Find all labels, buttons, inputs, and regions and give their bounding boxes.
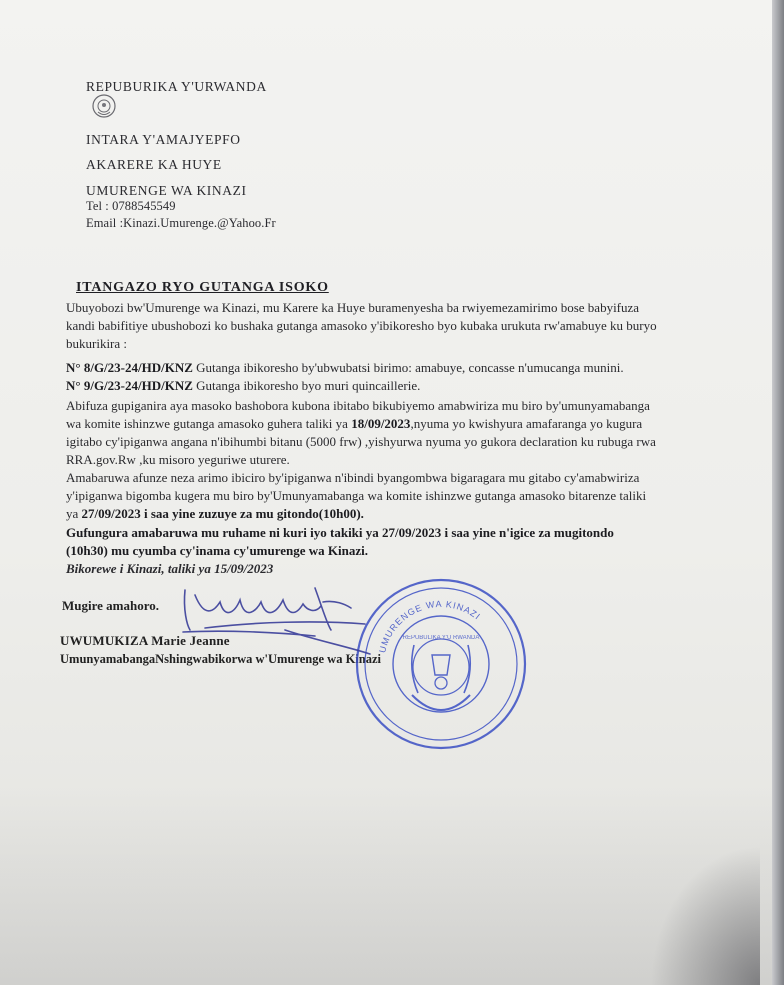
signatory-role: UmunyamabangaNshingwabikorwa w'Umurenge wa Kinazi	[60, 652, 381, 666]
para-a-line-3: igitabo cy'ipiganwa angana n'ibihumbi bitanu (5000 frw) ,yishyurwa nyuma yo gukora declaration ku rubuga rwa	[66, 434, 656, 449]
notice-title: ITANGAZO RYO GUTANGA ISOKO	[76, 280, 329, 295]
para-a-line-2-pre: wa komite ishinzwe gutanga amasoko guhera taliki ya	[66, 416, 352, 431]
closing-greeting: Mugire amahoro.	[62, 598, 160, 613]
tender-item-1	[66, 360, 756, 375]
place-and-date: Bikorewe i Kinazi, taliki ya 15/09/2023	[66, 561, 274, 576]
para-a-line-2	[66, 416, 756, 431]
para-b-line-1: Amabaruwa afunze neza arimo ibiciro by'ipiganwa n'ibindi byangombwa bigaragara mu gitabo cy'amabwiriza	[66, 470, 640, 485]
collection-start-date: 18/09/2023	[351, 416, 411, 431]
district-name: AKARERE KA HUYE	[86, 157, 222, 172]
rwanda-emblem-icon	[88, 92, 120, 120]
tender-1-desc: Gutanga ibikoresho by'ubwubatsi birimo: amabuye, concasse n'umucanga munini.	[192, 360, 624, 375]
page-shade	[0, 785, 772, 985]
sector-name: UMURENGE WA KINAZI	[86, 183, 247, 198]
intro-line-3: bukurikira :	[66, 336, 128, 351]
opening-line-1: Gufungura amabaruwa mu ruhame ni kuri iyo takiki ya 27/09/2023 i saa yine n'igice za mugitondo	[66, 525, 614, 540]
official-stamp-icon	[352, 575, 530, 753]
page-edge	[772, 0, 784, 985]
province-name: INTARA Y'AMAJYEPFO	[86, 132, 241, 147]
corner-shadow	[650, 845, 760, 985]
para-b-line-2: y'ipiganwa bigomba kugera mu biro by'Umunyamabanga wa komite ishinzwe gutanga amasoko bitarenze taliki	[66, 488, 647, 503]
tender-item-2	[66, 378, 756, 393]
sector-email: Email :Kinazi.Umurenge.@Yahoo.Fr	[86, 216, 276, 230]
tender-2-desc: Gutanga ibikoresho byo muri quincaillerie.	[192, 378, 421, 393]
para-b-line-3	[66, 506, 756, 521]
stamp-top-text: UMURENGE WA KINAZI	[377, 598, 483, 654]
handwritten-signature-icon	[165, 580, 375, 660]
stamp-inner-text: REPUBULIKA Y'U RWANDA	[402, 635, 480, 641]
submission-deadline: 27/09/2023 i saa yine zuzuye za mu gitondo(10h00).	[81, 506, 364, 521]
intro-line-2: kandi babifitiye ubushobozi ko bushaka gutanga amasoko y'ibikoresho byo kubaka urukuta rw'amabuye ku buryo	[66, 318, 657, 333]
opening-line-2: (10h30) mu cyumba cy'inama cy'umurenge wa Kinazi.	[66, 543, 369, 558]
para-a-line-4: RRA.gov.Rw ,ku misoro yeguriwe uturere.	[66, 452, 290, 467]
svg-text:UMURENGE WA KINAZI	[377, 599, 482, 654]
para-a-line-1: Abifuza gupiganira aya masoko bashobora kubona ibitabo bikubiyemo amabwiriza mu biro by'umunyamabanga	[66, 398, 650, 413]
tender-2-ref: N° 9/G/23-24/HD/KNZ	[66, 378, 193, 393]
intro-line-1: Ubuyobozi bw'Umurenge wa Kinazi, mu Karere ka Huye buramenyesha ba rwiyemezamirimo bose babyifuza	[66, 300, 640, 315]
signatory-name: UWUMUKIZA Marie Jeanne	[60, 633, 230, 648]
para-a-line-2-post: ,nyuma yo kwishyura amafaranga yo kugura	[410, 416, 643, 431]
para-b-line-3-pre: ya	[66, 506, 82, 521]
tender-1-ref: N° 8/G/23-24/HD/KNZ	[66, 360, 193, 375]
sector-phone: Tel : 0788545549	[86, 199, 176, 213]
republic-name: REPUBURIKA Y'URWANDA	[86, 79, 267, 94]
